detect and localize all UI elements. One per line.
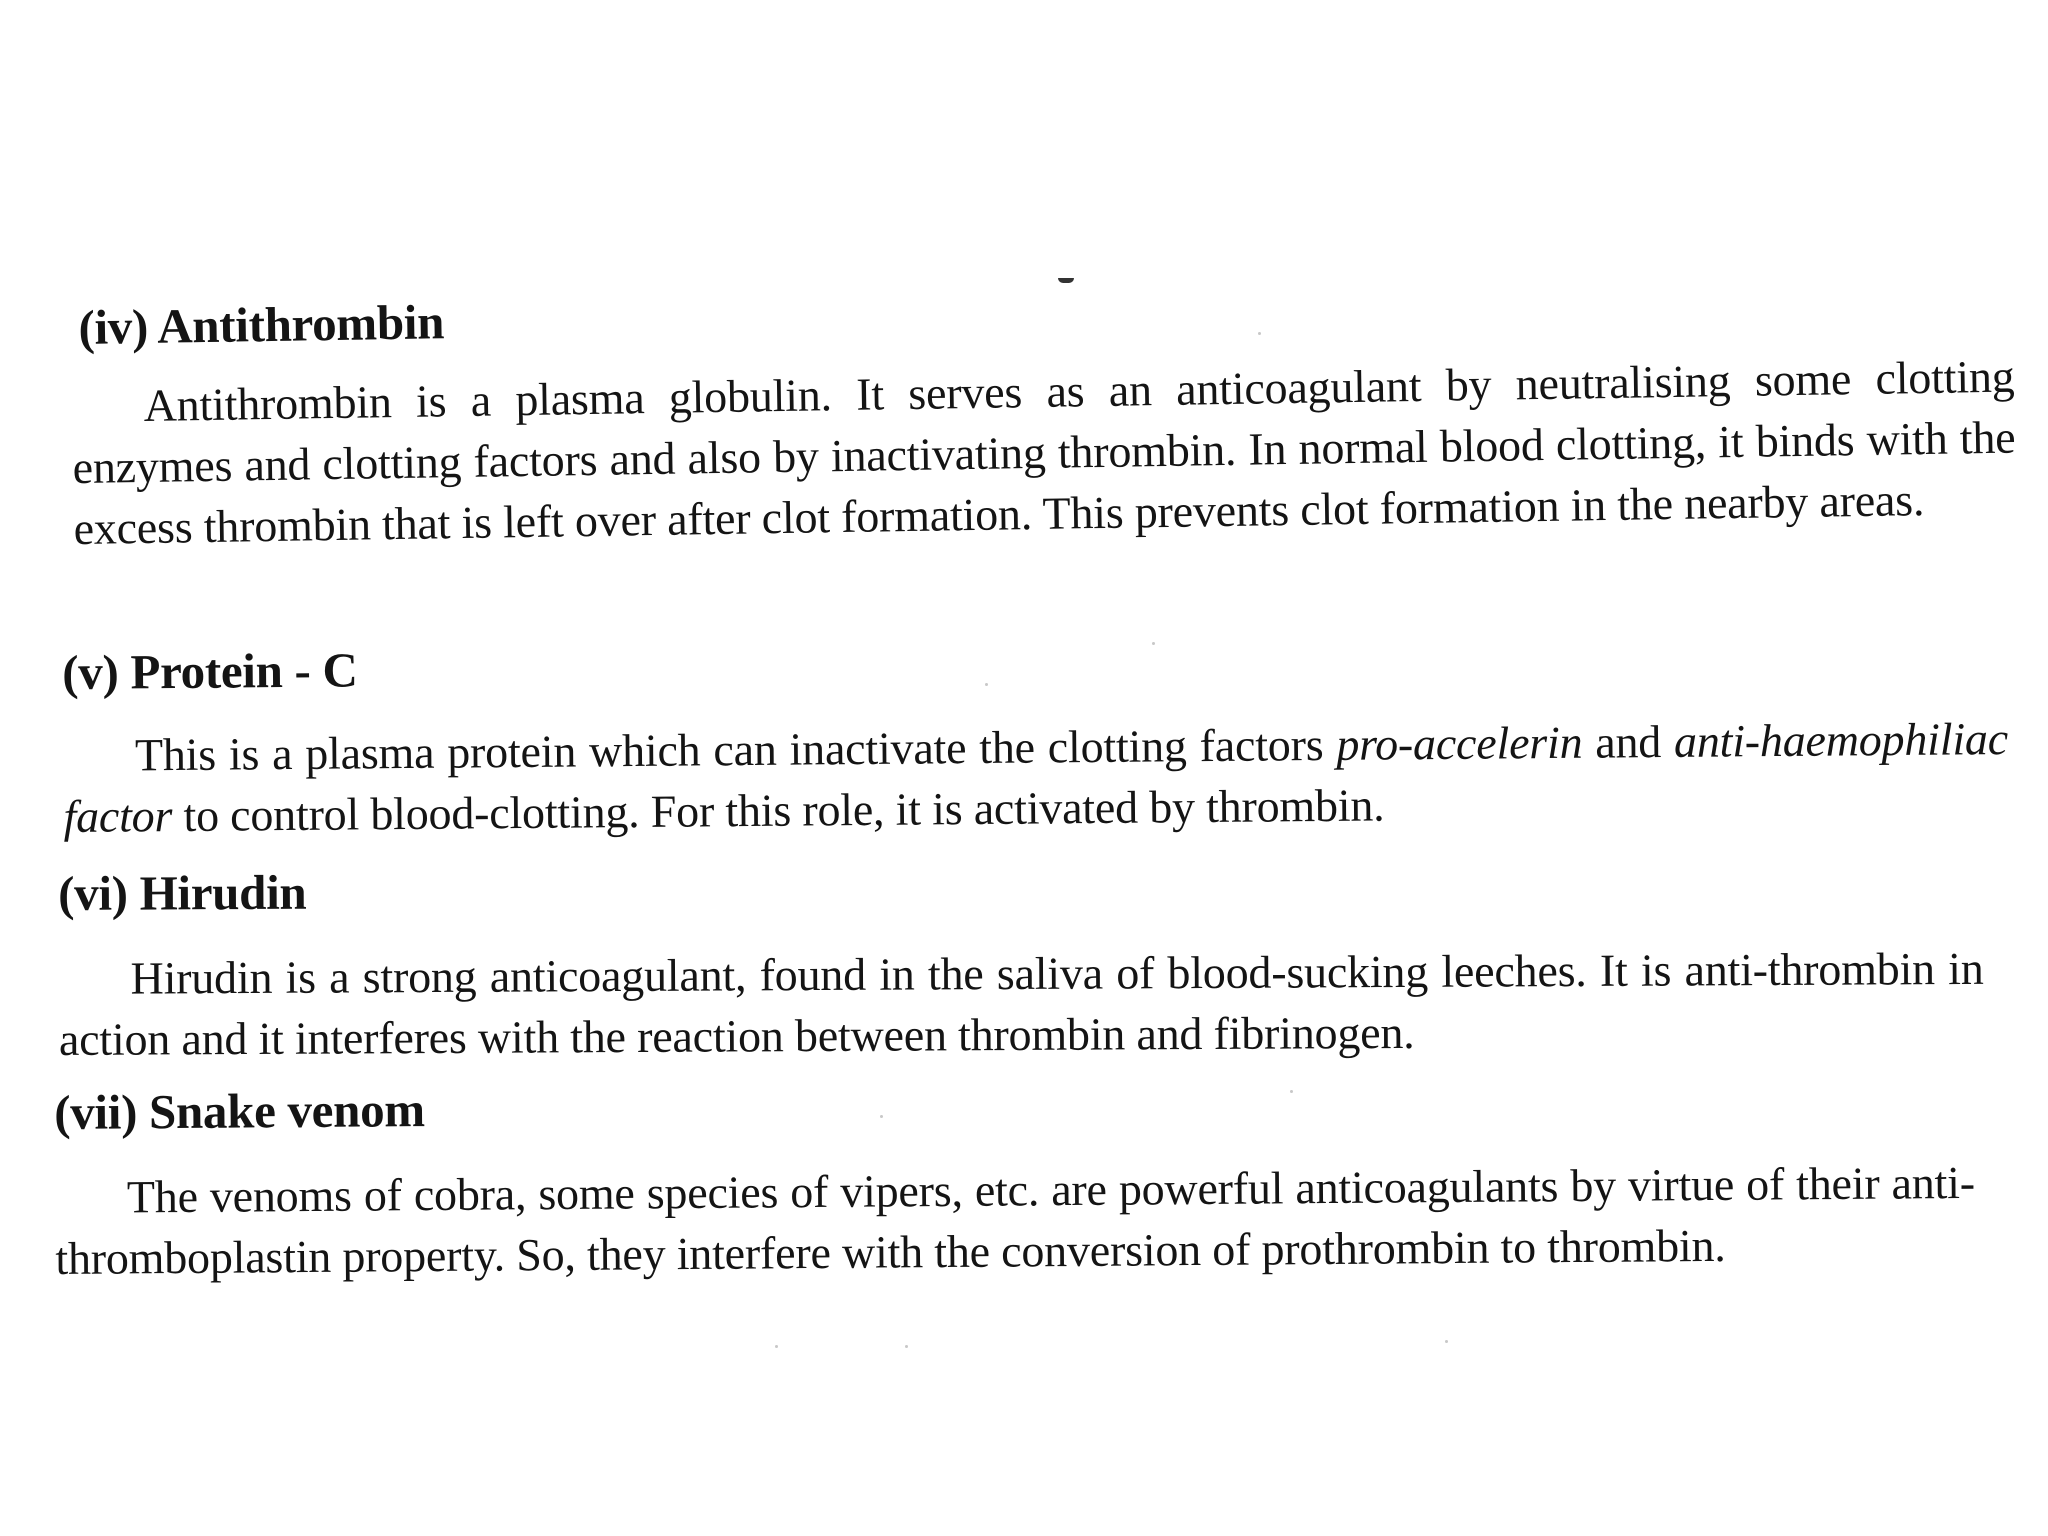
paragraph-text: Antithrombin is a plasma globulin. It serves as an anticoagulant by neutralising some clotting enzymes and clotting factors and also by inactivating thrombin. In normal blood clotting, it binds with the excess thrombin that is left over after clot formation. This prevents clot formation in the nearby areas. [72, 350, 2016, 555]
paragraph-text: This is a plasma protein which can inactivate the clotting factors [134, 718, 1337, 781]
emphasis-term: anti-haemophiliac factor [63, 713, 2009, 842]
paper-speck [985, 683, 988, 686]
paragraph-text: The venoms of cobra, some species of vipers, etc. are powerful anticoagulants by virtue of their anti-thromboplastin property. So, they interfere with the conversion of prothrombin to thrombin. [55, 1156, 1976, 1284]
section-paragraph [71, 346, 2017, 559]
section-heading: (iv) Antithrombin [78, 294, 445, 355]
paper-speck [1445, 1340, 1448, 1343]
paper-speck [1258, 332, 1261, 335]
paper-speck [880, 1115, 883, 1118]
paragraph-text: Hirudin is a strong anticoagulant, found in the saliva of blood-sucking leeches. It is anti-thrombin in action and it interferes with the reaction between thrombin and fibrinogen. [58, 942, 1984, 1065]
section-protein-c [62, 628, 2009, 847]
emphasis-term: pro-accelerin [1336, 716, 1583, 770]
section-paragraph [58, 938, 1984, 1070]
ink-mark [1058, 278, 1074, 283]
section-paragraph [63, 708, 2009, 847]
paper-speck [775, 1345, 778, 1348]
section-heading: (vi) Hirudin [58, 864, 307, 921]
paragraph-text: and [1582, 715, 1675, 768]
paper-speck [1290, 1090, 1293, 1093]
section-hirudin [58, 856, 1984, 1070]
section-snake-venom [54, 1070, 1976, 1289]
section-paragraph [55, 1152, 1976, 1289]
section-antithrombin [72, 270, 2017, 559]
paragraph-text: to control blood-clotting. For this role, it is activated by thrombin. [171, 779, 1385, 842]
paper-speck [905, 1345, 908, 1348]
section-heading: (v) Protein - C [62, 642, 358, 700]
paper-speck [1152, 642, 1155, 645]
section-heading: (vii) Snake venom [54, 1082, 426, 1140]
